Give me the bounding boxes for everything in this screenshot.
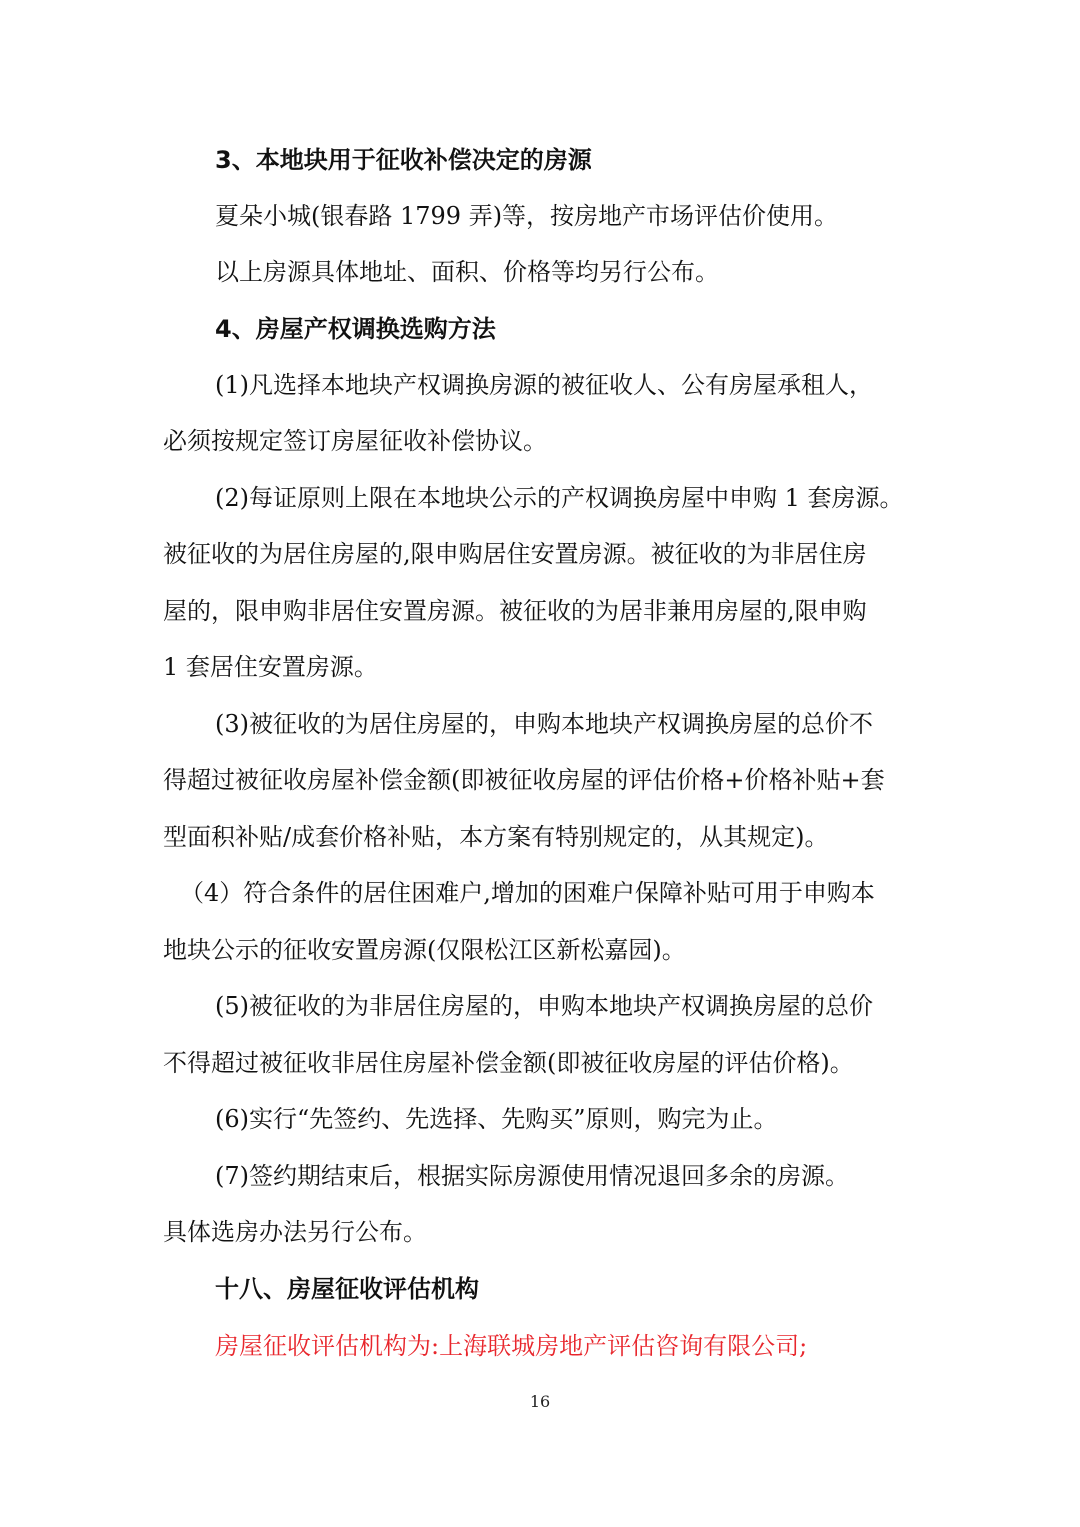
- paragraph-line: (7)签约期结束后，根据实际房源使用情况退回多余的房源。: [215, 1162, 849, 1190]
- paragraph-line: (6)实行“先签约、先选择、先购买”原则，购完为止。: [215, 1105, 778, 1133]
- paragraph-line: (3)被征收的为居住房屋的，申购本地块产权调换房屋的总价不: [215, 710, 873, 738]
- appraisal-agency-line: 房屋征收评估机构为:上海联城房地产评估咨询有限公司;: [215, 1332, 808, 1360]
- paragraph-line: 夏朵小城(银春路 1799 弄)等，按房地产市场评估价使用。: [215, 202, 839, 230]
- paragraph-line: (5)被征收的为非居住房屋的，申购本地块产权调换房屋的总价: [215, 992, 873, 1020]
- page-number: 16: [529, 1392, 551, 1411]
- section-heading-4: 4、房屋产权调换选购方法: [215, 315, 496, 343]
- paragraph-line: (2)每证原则上限在本地块公示的产权调换房屋中申购 1 套房源。: [215, 484, 904, 512]
- paragraph-line: 被征收的为居住房屋的,限申购居住安置房源。被征收的为非居住房: [163, 540, 867, 568]
- paragraph-line: 以上房源具体地址、面积、价格等均另行公布。: [215, 258, 719, 286]
- paragraph-line: 不得超过被征收非居住房屋补偿金额(即被征收房屋的评估价格)。: [163, 1049, 854, 1077]
- paragraph-line: 得超过被征收房屋补偿金额(即被征收房屋的评估价格+价格补贴+套: [163, 766, 885, 794]
- paragraph-line: （4）符合条件的居住困难户,增加的困难户保障补贴可用于申购本: [180, 879, 875, 907]
- section-heading-18: 十八、房屋征收评估机构: [215, 1275, 479, 1303]
- section-heading-3: 3、本地块用于征收补偿决定的房源: [215, 146, 592, 174]
- paragraph-line: 屋的，限申购非居住安置房源。被征收的为居非兼用房屋的,限申购: [163, 597, 867, 625]
- paragraph-line: (1)凡选择本地块产权调换房源的被征收人、公有房屋承租人，: [215, 371, 873, 399]
- paragraph-line: 必须按规定签订房屋征收补偿协议。: [163, 427, 547, 455]
- paragraph-line: 型面积补贴/成套价格补贴，本方案有特别规定的，从其规定)。: [163, 823, 829, 851]
- paragraph-line: 地块公示的征收安置房源(仅限松江区新松嘉园)。: [163, 936, 686, 964]
- paragraph-line: 具体选房办法另行公布。: [163, 1218, 427, 1246]
- paragraph-line: 1 套居住安置房源。: [163, 653, 378, 681]
